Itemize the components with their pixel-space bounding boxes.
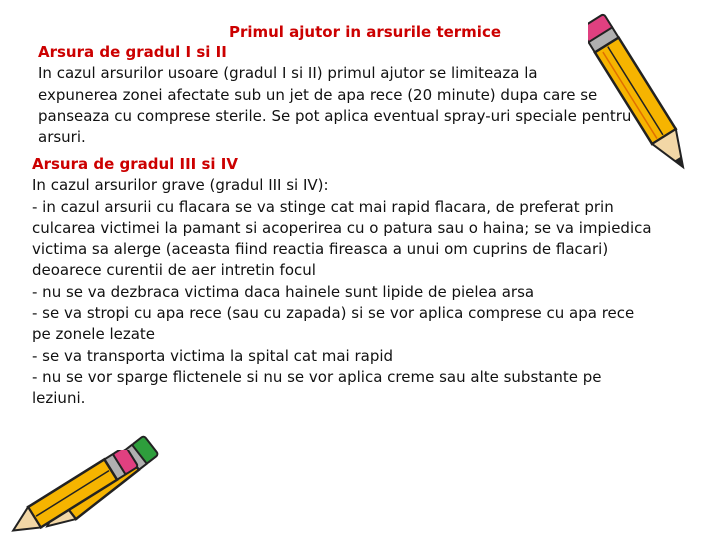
text-line: - se va transporta victima la spital cat mai rapid [32,346,394,365]
slide-title: Primul ajutor in arsurile termice [228,23,502,41]
text-line: deoarece curentii de aer intretin focul [32,261,316,280]
section-heading: Arsura de gradul I si II [38,43,227,61]
section-burns-grade-1-2 [38,42,678,148]
text-line: In cazul arsurilor usoare (gradul I si II) primul ajutor se limiteaza la [38,64,538,83]
text-line: leziuni. [32,389,86,408]
text-line: - in cazul arsurii cu flacara se va stinge cat mai rapid flacara, de preferat prin [32,197,614,216]
text-line: panseaza cu comprese sterile. Se pot aplica eventual spray-uri speciale pentru [38,106,632,125]
text-line: - se va stropi cu apa rece (sau cu zapada) si se vor aplica comprese cu apa rece [32,304,635,323]
section-heading: Arsura de gradul III si IV [32,155,238,173]
text-line: pe zonele lezate [32,325,156,344]
text-line: victima sa alerge (aceasta fiind reactia fireasca a unui om cuprins de flacari) [32,240,609,259]
text-line: In cazul arsurilor grave (gradul III si IV): [32,176,329,195]
text-line: arsuri. [38,128,86,147]
text-line: - nu se va dezbraca victima daca hainele sunt lipide de pielea arsa [32,282,535,301]
text-line: - nu se vor sparge flictenele si nu se vor aplica creme sau alte substante pe [32,367,602,386]
section-burns-grade-3-4 [32,154,702,410]
text-line: expunerea zonei afectate sub un jet de apa rece (20 minute) dupa care se [38,85,598,104]
pencil-icon [0,450,150,540]
text-line: culcarea victimei la pamant si acoperirea cu o patura sau o haina; se va impiedica [32,218,652,237]
